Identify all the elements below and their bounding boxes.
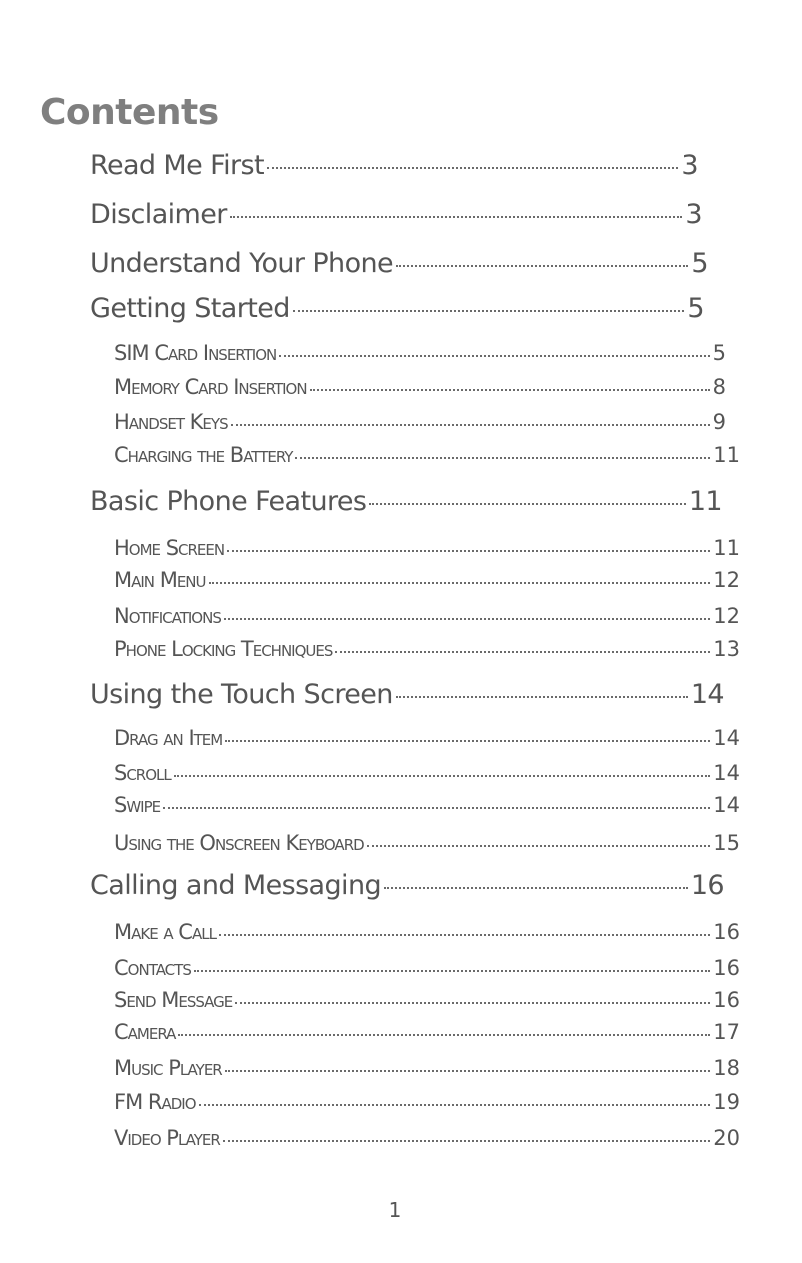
- toc-subentry[interactable]: [114, 536, 740, 560]
- dot-leader: [335, 651, 710, 653]
- toc-entry-label: Drag an Item: [114, 726, 223, 750]
- toc-entry-label: Getting Started: [90, 293, 290, 324]
- dot-leader: [310, 389, 710, 391]
- toc-entry-page: 9: [712, 410, 726, 434]
- toc-entry-page: 17: [713, 1020, 740, 1044]
- toc-entry-page: 15: [713, 831, 740, 855]
- dot-leader: [230, 216, 683, 218]
- toc-subentry[interactable]: [114, 831, 740, 855]
- toc-entry-label: Understand Your Phone: [90, 248, 394, 279]
- dot-leader: [223, 1140, 710, 1142]
- toc-subentry[interactable]: [114, 443, 740, 467]
- dot-leader: [199, 1104, 711, 1106]
- dot-leader: [178, 1034, 710, 1036]
- toc-entry-label: Home Screen: [114, 536, 225, 560]
- toc-subentry[interactable]: [114, 341, 726, 365]
- toc-entry-label: Calling and Messaging: [90, 870, 381, 901]
- toc-entry[interactable]: [90, 293, 704, 324]
- toc-subentry[interactable]: [114, 988, 740, 1012]
- dot-leader: [295, 457, 710, 459]
- toc-subentry[interactable]: [114, 920, 740, 944]
- toc-entry-page: 14: [713, 761, 740, 785]
- toc-subentry[interactable]: [114, 637, 740, 661]
- toc-entry-label: Disclaimer: [90, 199, 227, 230]
- toc-entry-label: Memory Card Insertion: [114, 375, 307, 399]
- page-number: 1: [388, 1198, 402, 1222]
- toc-entry[interactable]: [90, 199, 702, 230]
- toc-entry-page: 12: [713, 568, 740, 592]
- toc-entry-page: 5: [691, 248, 708, 279]
- toc-entry-label: Using the Onscreen Keyboard: [114, 831, 364, 855]
- toc-subentry[interactable]: [114, 604, 740, 628]
- dot-leader: [267, 167, 678, 169]
- dot-leader: [279, 355, 709, 357]
- toc-entry-page: 5: [687, 293, 704, 324]
- dot-leader: [396, 696, 688, 698]
- toc-entry-label: Make a Call: [114, 920, 216, 944]
- dot-leader: [174, 775, 711, 777]
- toc-entry[interactable]: [90, 248, 708, 279]
- toc-entry-page: 12: [713, 604, 740, 628]
- toc-subentry[interactable]: [114, 761, 740, 785]
- toc-subentry[interactable]: [114, 956, 740, 980]
- toc-entry-page: 8: [712, 375, 726, 399]
- dot-leader: [293, 310, 685, 312]
- toc-entry-label: SIM Card Insertion: [114, 341, 277, 365]
- dot-leader: [367, 845, 711, 847]
- toc-subentry[interactable]: [114, 1090, 740, 1114]
- toc-entry-page: 11: [713, 536, 740, 560]
- toc-entry-label: Contacts: [114, 956, 191, 980]
- toc-entry-label: Notifications: [114, 604, 221, 628]
- toc-entry-label: Music Player: [114, 1056, 222, 1080]
- toc-entry-page: 14: [690, 679, 724, 710]
- toc-entry-page: 20: [713, 1126, 740, 1150]
- dot-leader: [231, 424, 710, 426]
- toc-subentry[interactable]: [114, 410, 726, 434]
- toc-entry-page: 5: [712, 341, 726, 365]
- toc-entry-label: Using the Touch Screen: [90, 679, 393, 710]
- toc-entry-page: 3: [685, 199, 702, 230]
- dot-leader: [163, 807, 710, 809]
- toc-entry-label: FM Radio: [114, 1090, 196, 1114]
- toc-entry-label: Charging the Battery: [114, 443, 293, 467]
- toc-entry-page: 14: [713, 793, 740, 817]
- toc-entry[interactable]: [90, 679, 724, 710]
- toc-entry-label: Basic Phone Features: [90, 486, 367, 517]
- page-title: Contents: [40, 92, 219, 133]
- toc-entry-label: Send Message: [114, 988, 233, 1012]
- dot-leader: [369, 503, 685, 505]
- toc-entry[interactable]: [90, 486, 722, 517]
- dot-leader: [225, 740, 710, 742]
- dot-leader: [224, 618, 710, 620]
- toc-entry-label: Scroll: [114, 761, 171, 785]
- toc-entry-page: 18: [713, 1056, 740, 1080]
- toc-entry-page: 16: [713, 956, 740, 980]
- toc-entry[interactable]: [90, 150, 698, 181]
- toc-subentry[interactable]: [114, 793, 740, 817]
- dot-leader: [235, 1002, 710, 1004]
- toc-entry-label: Phone Locking Techniques: [114, 637, 333, 661]
- toc-entry-page: 16: [690, 870, 724, 901]
- toc-entry-page: 11: [688, 486, 722, 517]
- toc-entry-page: 19: [713, 1090, 740, 1114]
- dot-leader: [194, 970, 710, 972]
- toc-entry-label: Main Menu: [114, 568, 206, 592]
- toc-subentry[interactable]: [114, 726, 740, 750]
- toc-entry-page: 16: [713, 988, 740, 1012]
- toc-entry-label: Camera: [114, 1020, 176, 1044]
- toc-entry-page: 13: [713, 637, 740, 661]
- dot-leader: [384, 887, 688, 889]
- dot-leader: [209, 582, 711, 584]
- toc-subentry[interactable]: [114, 1020, 740, 1044]
- toc-entry-page: 11: [713, 443, 740, 467]
- toc-subentry[interactable]: [114, 568, 740, 592]
- dot-leader: [227, 550, 710, 552]
- toc-entry-label: Read Me First: [90, 150, 264, 181]
- dot-leader: [396, 265, 688, 267]
- toc-entry-label: Handset Keys: [114, 410, 228, 434]
- toc-entry-page: 3: [681, 150, 698, 181]
- toc-entry-page: 16: [713, 920, 740, 944]
- toc-entry-page: 14: [713, 726, 740, 750]
- toc-subentry[interactable]: [114, 1056, 740, 1080]
- dot-leader: [225, 1070, 711, 1072]
- toc-subentry[interactable]: [114, 1126, 740, 1150]
- toc-entry[interactable]: [90, 870, 724, 901]
- toc-entry-label: Swipe: [114, 793, 161, 817]
- toc-subentry[interactable]: [114, 375, 726, 399]
- toc-entry-label: Video Player: [114, 1126, 220, 1150]
- dot-leader: [219, 934, 710, 936]
